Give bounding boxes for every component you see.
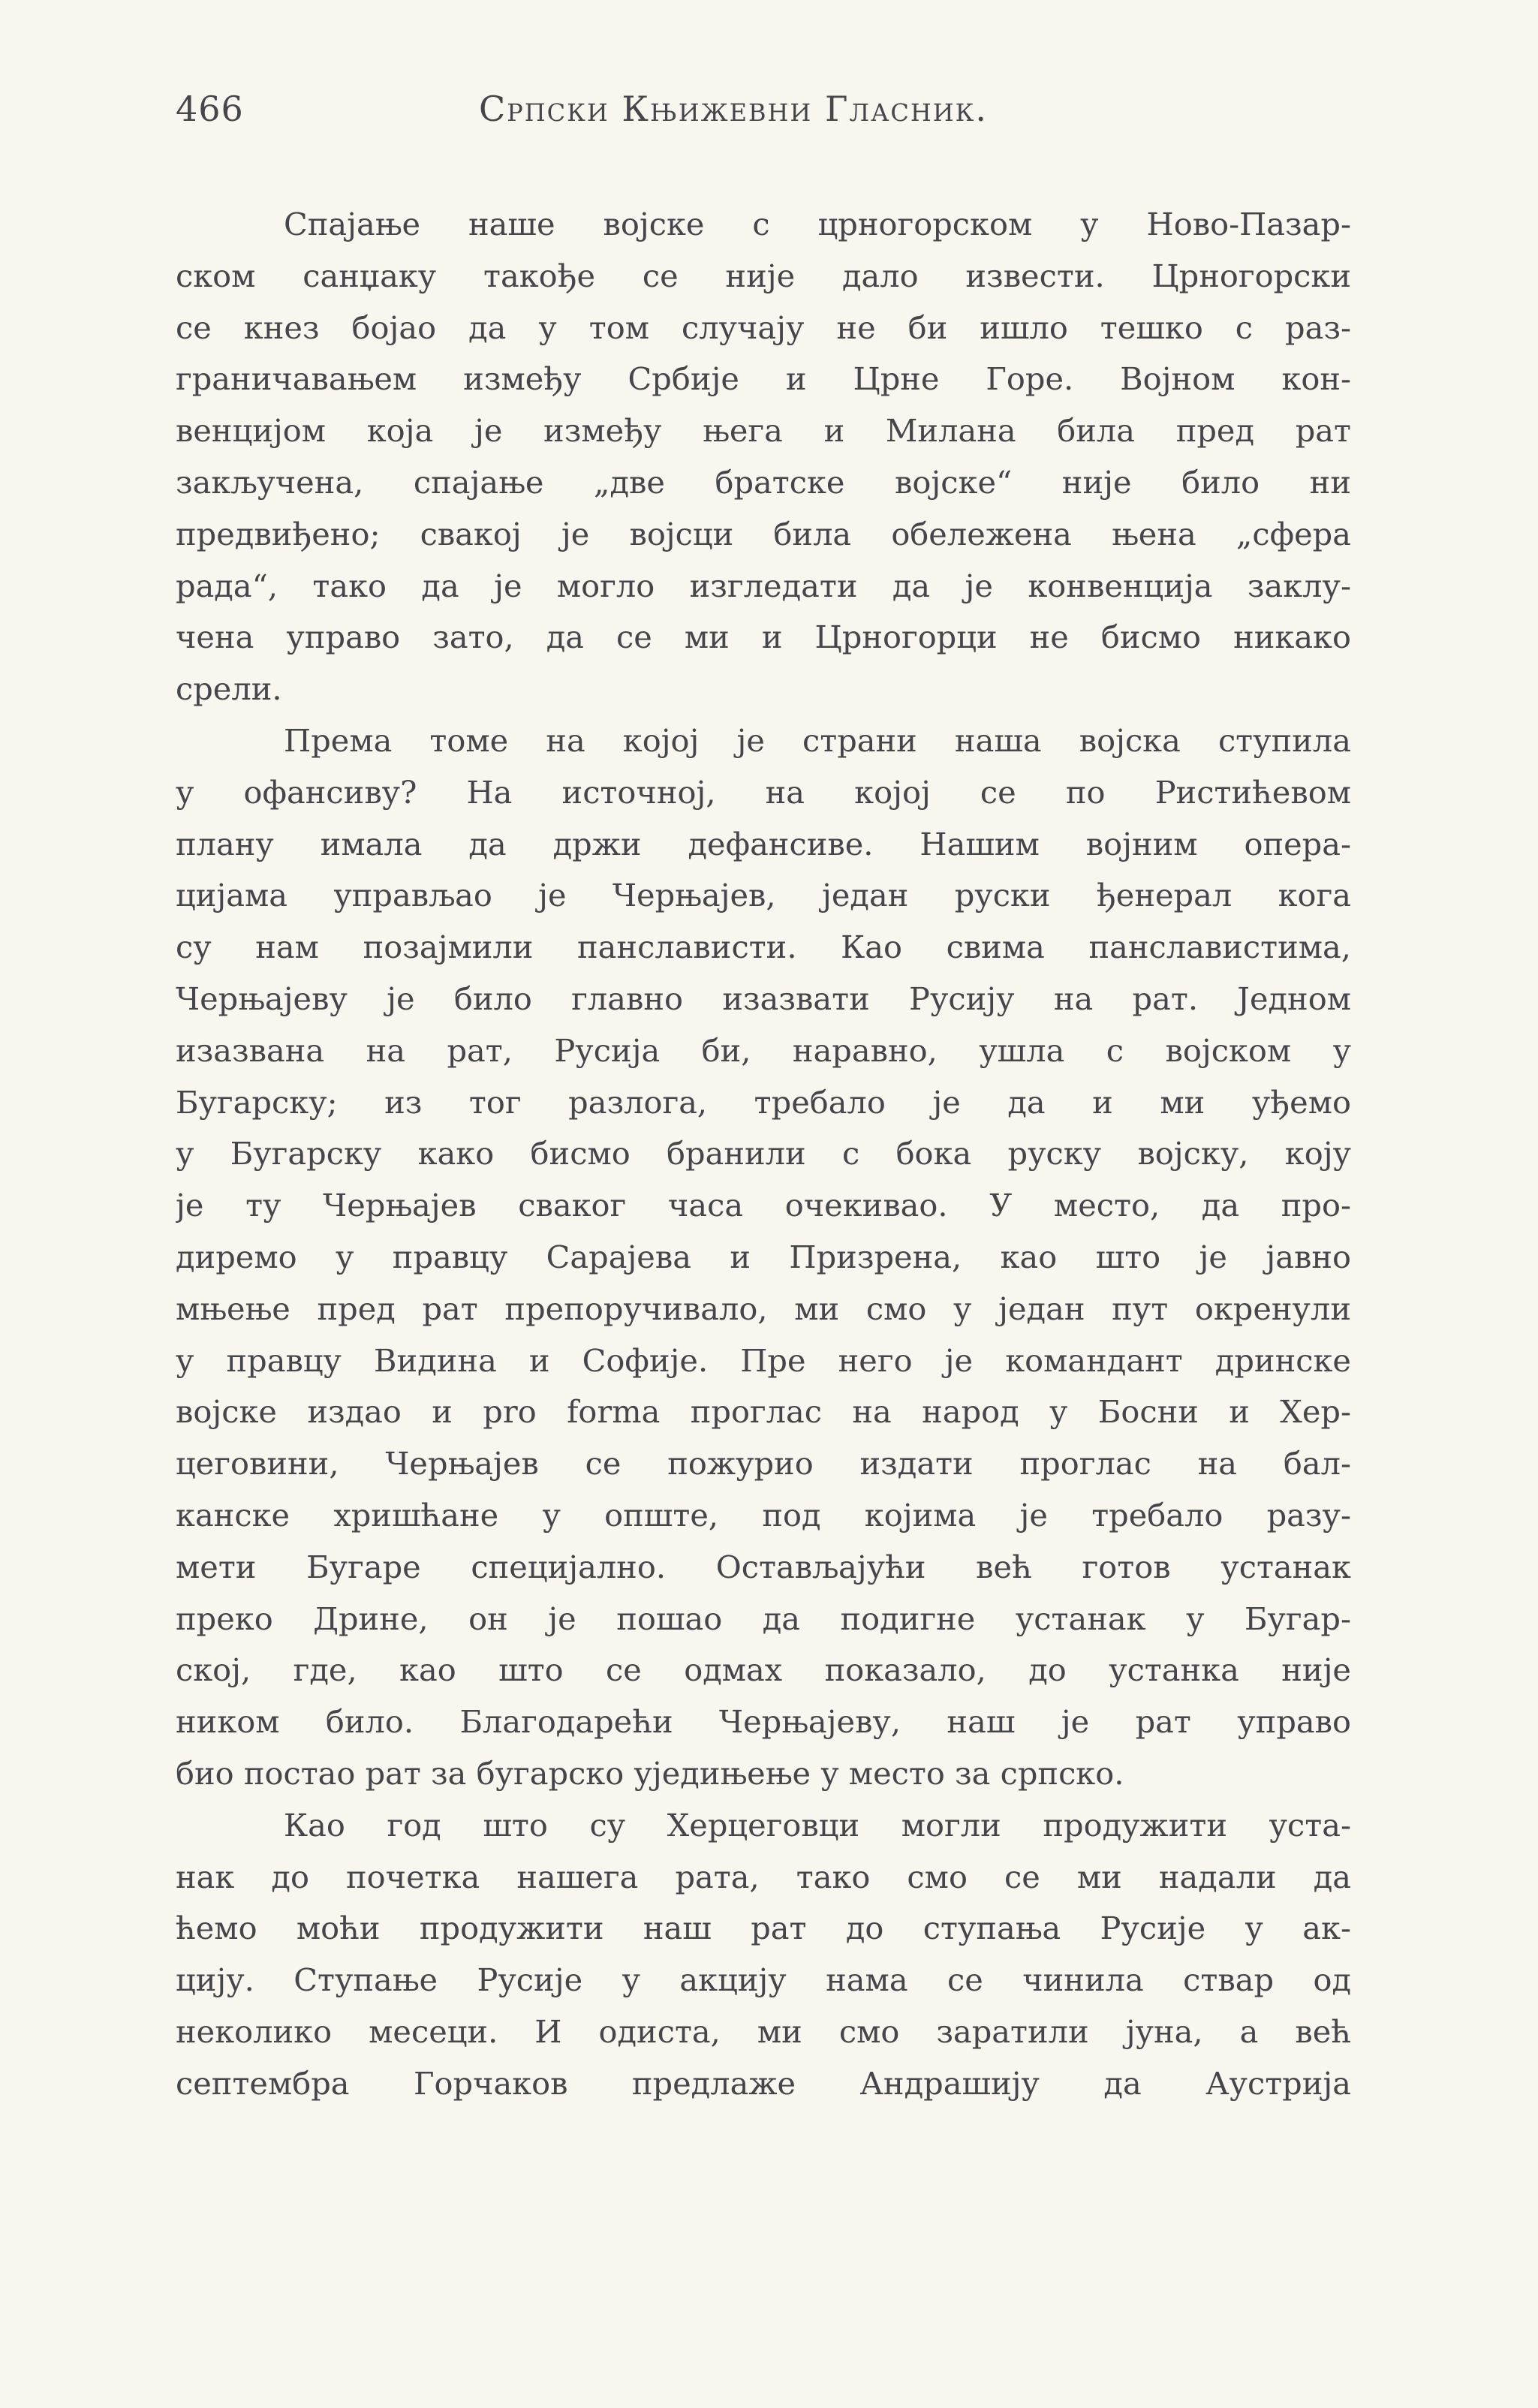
text-line: изазвана на рат, Русија би, наравно, ушла с војском у (176, 1031, 1351, 1069)
text-line: цеговини, Черњајев се пожурио издати проглас на бал- (176, 1445, 1351, 1482)
text-line: канске хришћане у опште, под којима је требало разу- (176, 1496, 1351, 1534)
text-line: ској, где, као што се одмах показало, до устанка није (176, 1651, 1351, 1689)
text-line: био постао рат за бугарско уједињење у место за српско. (176, 1754, 1124, 1792)
text-line: мети Бугаре специјално. Остављајући већ готов устанак (176, 1548, 1351, 1585)
text-line: се кнез бојао да у том случају не би ишло тешко с раз- (176, 309, 1351, 346)
page-number: 466 (176, 89, 244, 129)
text-line: цијама управљао је Черњајев, један руски ђенерал кога (176, 877, 1351, 914)
text-line: Черњајеву је било главно изазвати Русију на рат. Једном (176, 980, 1351, 1017)
text-line: чена управо зато, да се ми и Црногорци не бисмо никако (176, 619, 1351, 656)
text-line: предвиђено; свакој је војсци била обележена њена „сфера (176, 515, 1351, 552)
text-line: преко Дрине, он је пошао да подигне устанак у Бугар- (176, 1600, 1351, 1637)
text-line: ском санџаку такође се није дало извести. Црногорски (176, 257, 1351, 294)
text-line: Као год што су Херцеговци могли продужити уста- (284, 1806, 1351, 1844)
text-line: нак до почетка нашега рата, тако смо се ми надали да (176, 1858, 1351, 1895)
text-line: ником било. Благодарећи Черњајеву, наш је рат управо (176, 1703, 1351, 1741)
text-line: срели. (176, 670, 282, 708)
text-line: закључена, спајање „две братске војске“ није било ни (176, 463, 1351, 501)
text-line: септембра Горчаков предлаже Андрашију да Аустрија (176, 2064, 1351, 2102)
text-line: Спајање наше војске с црногорском у Ново-Пазар- (284, 206, 1351, 242)
text-line: диремо у правцу Сарајева и Призрена, као што је јавно (176, 1238, 1351, 1275)
body-text (176, 199, 1351, 2109)
text-line: Према томе на којој је страни наша војска ступила (284, 721, 1351, 759)
text-line: цију. Ступање Русије у акцију нама се чинила ствар од (176, 1961, 1351, 1999)
text-line: у Бугарску како бисмо бранили с бока руску војску, коју (176, 1135, 1351, 1172)
text-line: рада“, тако да је могло изгледати да је конвенција заклу- (176, 567, 1351, 604)
text-line: је ту Черњајев сваког часа очекивао. У место, да про- (176, 1187, 1351, 1224)
text-line: Бугарску; из тог разлога, требало је да и ми уђемо (176, 1083, 1351, 1121)
journal-title: Српски Књижевни Гласник. (479, 89, 989, 129)
text-line: војске издао и pro forma проглас на народ у Босни и Хер- (176, 1393, 1351, 1431)
text-line: мњење пред рат препоручивало, ми смо у један пут окренули (176, 1290, 1351, 1327)
text-line: у правцу Видина и Софије. Пре него је командант дринске (176, 1341, 1351, 1379)
text-line: су нам позајмили панслависти. Као свима панславистима, (176, 929, 1351, 966)
text-line: граничавањем између Србије и Црне Горе. Војном кон- (176, 360, 1351, 398)
text-line: ћемо моћи продужити наш рат до ступања Русије у ак- (176, 1910, 1351, 1947)
text-line: у офансиву? На источној, на којој се по Ристићевом (176, 773, 1351, 811)
text-line: венцијом која је између њега и Милана била пред рат (176, 412, 1351, 450)
text-line: плану имала да држи дефансиве. Нашим војним опера- (176, 825, 1351, 862)
text-line: неколико месеци. И одиста, ми смо заратили јуна, а већ (176, 2012, 1351, 2050)
running-head (176, 89, 1362, 156)
